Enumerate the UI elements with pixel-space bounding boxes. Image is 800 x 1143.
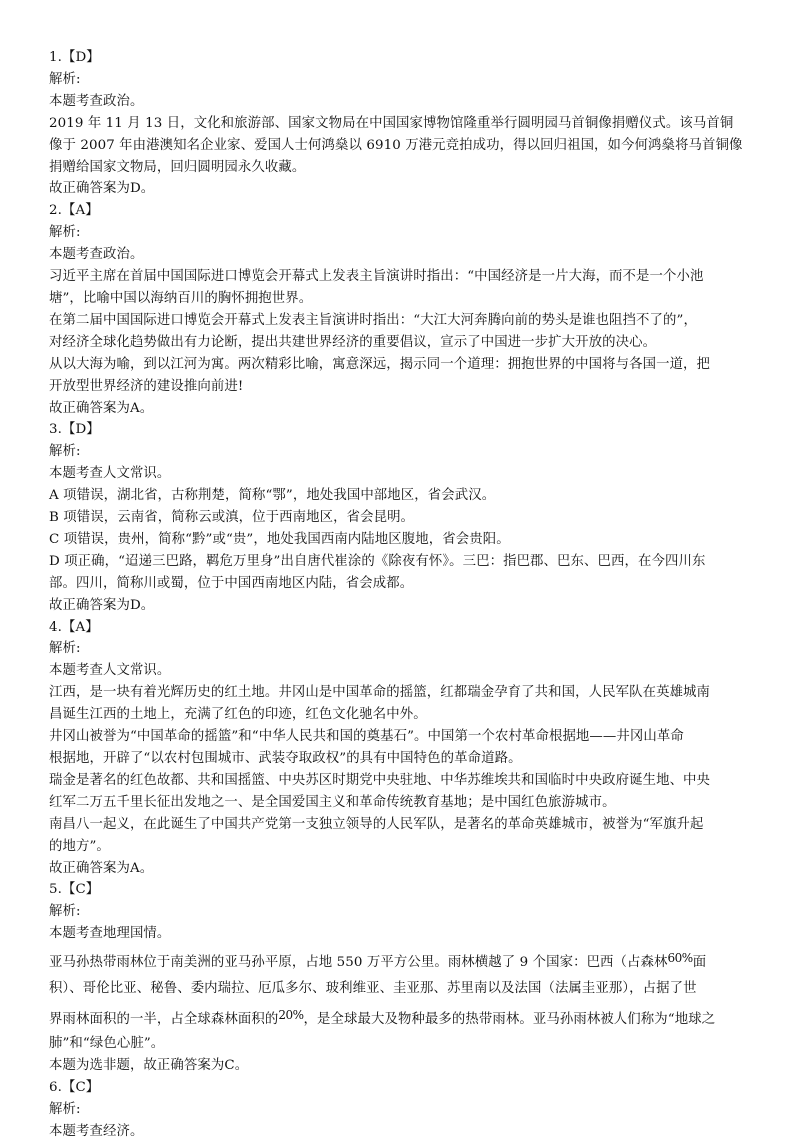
answer-heading: 3.【D】 — [49, 422, 100, 438]
analysis-label: 解析: — [49, 225, 81, 241]
topic-line: 本题考查人文常识。 — [49, 466, 171, 482]
analysis-label: 解析: — [49, 904, 81, 920]
analysis-label: 解析: — [49, 71, 81, 87]
text-line: 2019 年 11 月 13 日，文化和旅游部、国家文物局在中国国家博物馆隆重举行圆明园马首铜像捐赠仪式。该马首铜 — [49, 115, 734, 131]
topic-line: 本题考查人文常识。 — [49, 663, 171, 679]
answer-heading: 4.【A】 — [49, 619, 99, 635]
text-line: 对经济全球化趋势做出有力论断，提出共建世界经济的重要倡议，宣示了中国进一步扩大开放的决心。 — [49, 334, 657, 350]
text-segment: 亚马孙热带雨林位于南美洲的亚马孙平原，占地 550 万平方公里。雨林横越了 9 个国家：巴西（占森林 — [49, 955, 668, 971]
text-line: 昌诞生江西的土地上，充满了红色的印迹，红色文化驰名中外。 — [49, 707, 427, 723]
answer-heading: 5.【C】 — [49, 882, 100, 898]
text-line: B 项错误，云南省，简称云或滇，位于西南地区，省会昆明。 — [49, 510, 415, 526]
text-line: 积）、哥伦比亚、秘鲁、委内瑞拉、厄瓜多尔、玻利维亚、圭亚那、苏里南以及法国（法属圭亚那），占据了世 — [49, 981, 697, 997]
percentage-figure: 60% — [667, 951, 693, 966]
text-line: 部。四川，简称川或蜀，位于中国西南地区内陆，省会成都。 — [49, 575, 414, 591]
answer-heading: 2.【A】 — [49, 203, 99, 219]
answer-conclusion: 故正确答案为D。 — [49, 181, 155, 197]
topic-line: 本题考查经济。 — [49, 1123, 144, 1139]
text-line — [49, 945, 751, 976]
text-line: 江西，是一块有着光辉历史的红土地。井冈山是中国革命的摇篮，红都瑞金孕育了共和国，人民军队在英雄城南 — [49, 685, 711, 701]
text-line: 红军二万五千里长征出发地之一、是全国爱国主义和革命传统教育基地；是中国红色旅游城市。 — [49, 794, 616, 810]
analysis-label: 解析: — [49, 1101, 81, 1117]
text-line — [49, 1002, 751, 1033]
topic-line: 本题考查政治。 — [49, 247, 144, 263]
answer-heading: 6.【C】 — [49, 1079, 100, 1095]
text-line: 的地方”。 — [49, 838, 110, 854]
text-segment: ，是全球最大及物种最多的热带雨林。亚马孙雨林被人们称为“地球之 — [303, 1012, 716, 1028]
text-line: 南昌八一起义，在此诞生了中国共产党第一支独立领导的人民军队，是著名的革命英雄城市，被誉为“军旗升起 — [49, 816, 704, 832]
text-line: 像于 2007 年由港澳知名企业家、爱国人士何鸿燊以 6910 万港元竞拍成功，得以回归祖国，如今何鸿燊将马首铜像 — [49, 137, 743, 153]
topic-line: 本题考查地理国情。 — [49, 926, 171, 942]
analysis-label: 解析: — [49, 444, 81, 460]
analysis-label: 解析: — [49, 641, 81, 657]
text-line: 瑞金是著名的红色故都、共和国摇篮、中央苏区时期党中央驻地、中华苏维埃共和国临时中央政府诞生地、中央 — [49, 772, 711, 788]
answer-heading: 1.【D】 — [49, 50, 100, 65]
answer-conclusion: 故正确答案为A。 — [49, 860, 154, 876]
text-line: 习近平主席在首届中国国际进口博览会开幕式上发表主旨演讲时指出：“中国经济是一片大海，而不是一个小池 — [49, 269, 704, 285]
answer-conclusion: 本题为选非题，故正确答案为C。 — [49, 1058, 249, 1074]
text-line: C 项错误，贵州，简称“黔”或“贵”，地处我国西南内陆地区腹地，省会贵阳。 — [49, 531, 510, 547]
text-segment: 面 — [692, 955, 707, 971]
text-line: 塘”，比喻中国以海纳百川的胸怀拥抱世界。 — [49, 290, 313, 306]
answer-conclusion: 故正确答案为A。 — [49, 400, 154, 416]
text-line: 在第二届中国国际进口博览会开幕式上发表主旨演讲时指出：“大江大河奔腾向前的势头是谁也阻挡不了的”， — [49, 312, 697, 328]
text-line: A 项错误，湖北省，古称荆楚，简称“鄂”，地处我国中部地区，省会武汉。 — [49, 488, 496, 504]
text-line: 肺”和“绿色心脏”。 — [49, 1036, 165, 1052]
text-line: 根据地，开辟了“以农村包围城市、武装夺取政权”的具有中国特色的革命道路。 — [49, 751, 522, 766]
text-segment: 界雨林面积的一半，占全球森林面积的 — [49, 1012, 279, 1028]
text-line: 井冈山被誉为“中国革命的摇篮”和“中华人民共和国的奠基石”。中国第一个农村革命根据地——井冈山革命 — [49, 729, 684, 745]
answer-conclusion: 故正确答案为D。 — [49, 597, 155, 613]
topic-line: 本题考查政治。 — [49, 93, 144, 109]
percentage-figure: 20% — [278, 1008, 304, 1023]
text-line: 捐赠给国家文物局，回归圆明园永久收藏。 — [49, 159, 306, 175]
text-line: D 项正确，“迢递三巴路，羁危万里身”出自唐代崔涂的《除夜有怀》。三巴：指巴郡、巴东、巴西，在今四川东 — [49, 553, 706, 569]
text-line: 开放型世界经济的建设推向前进! — [49, 378, 244, 394]
text-line: 从以大海为喻，到以江河为寓。两次精彩比喻，寓意深远，揭示同一个道理：拥抱世界的中国将与各国一道，把 — [49, 356, 711, 372]
